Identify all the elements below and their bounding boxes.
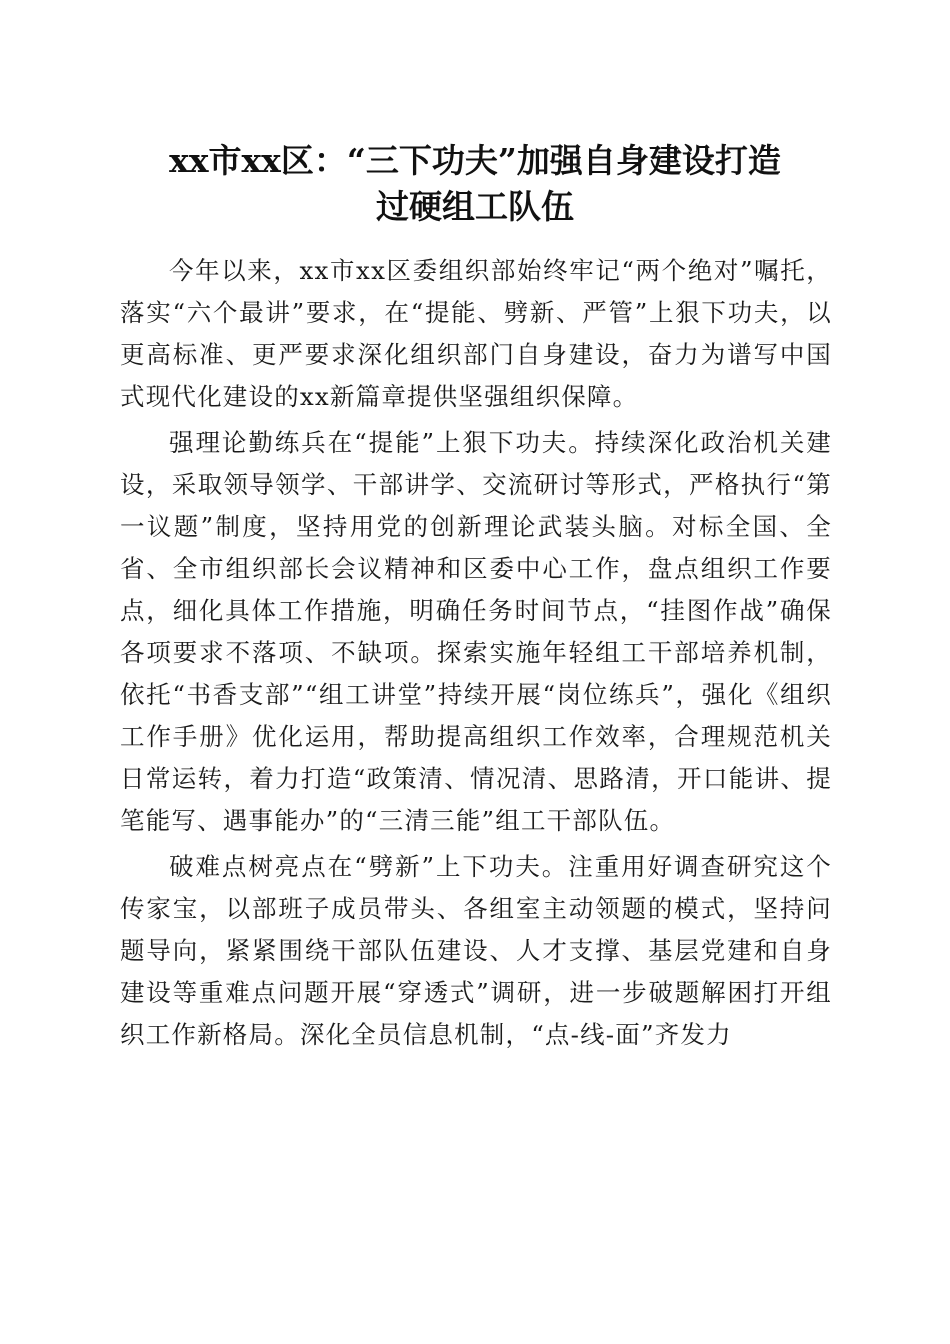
title-line-2: 过硬组工队伍 <box>376 187 574 226</box>
paragraph-innovation: 破难点树亮点在“劈新”上下功夫。注重用好调查研究这个传家宝，以部班子成员带头、各组室主动领题的模式，坚持问题导向，紧紧围绕干部队伍建设、人才支撑、基层党建和自身建设等重难点问题开展“穿透式”调研，进一步破题解困打开组织工作新格局。深化全员信息机制，“点-线-面”齐发力 <box>120 852 832 1049</box>
document-body <box>120 250 832 1060</box>
title-line-1: xx市xx区：“三下功夫”加强自身建设打造 <box>169 141 781 180</box>
paragraph-capability: 强理论勤练兵在“提能”上狠下功夫。持续深化政治机关建设，采取领导领学、干部讲学、交流研讨等形式，严格执行“第一议题”制度，坚持用党的创新理论武装头脑。对标全国、全省、全市组织部长会议精神和区委中心工作，盘点组织工作要点，细化具体工作措施，明确任务时间节点，“挂图作战”确保各项要求不落项、不缺项。探索实施年轻组工干部培养机制，依托“书香支部”“组工讲堂”持续开展“岗位练兵”，强化《组织工作手册》优化运用，帮助提高组织工作效率，合理规范机关日常运转，着力打造“政策清、情况清、思路清，开口能讲、提笔能写、遇事能办”的“三清三能”组工干部队伍。 <box>120 428 832 835</box>
paragraph-intro: 今年以来，xx市xx区委组织部始终牢记“两个绝对”嘱托，落实“六个最讲”要求，在“提能、劈新、严管”上狠下功夫，以更高标准、更严要求深化组织部门自身建设，奋力为谱写中国式现代化建设的xx新篇章提供坚强组织保障。 <box>120 256 832 411</box>
document-title <box>118 138 832 230</box>
